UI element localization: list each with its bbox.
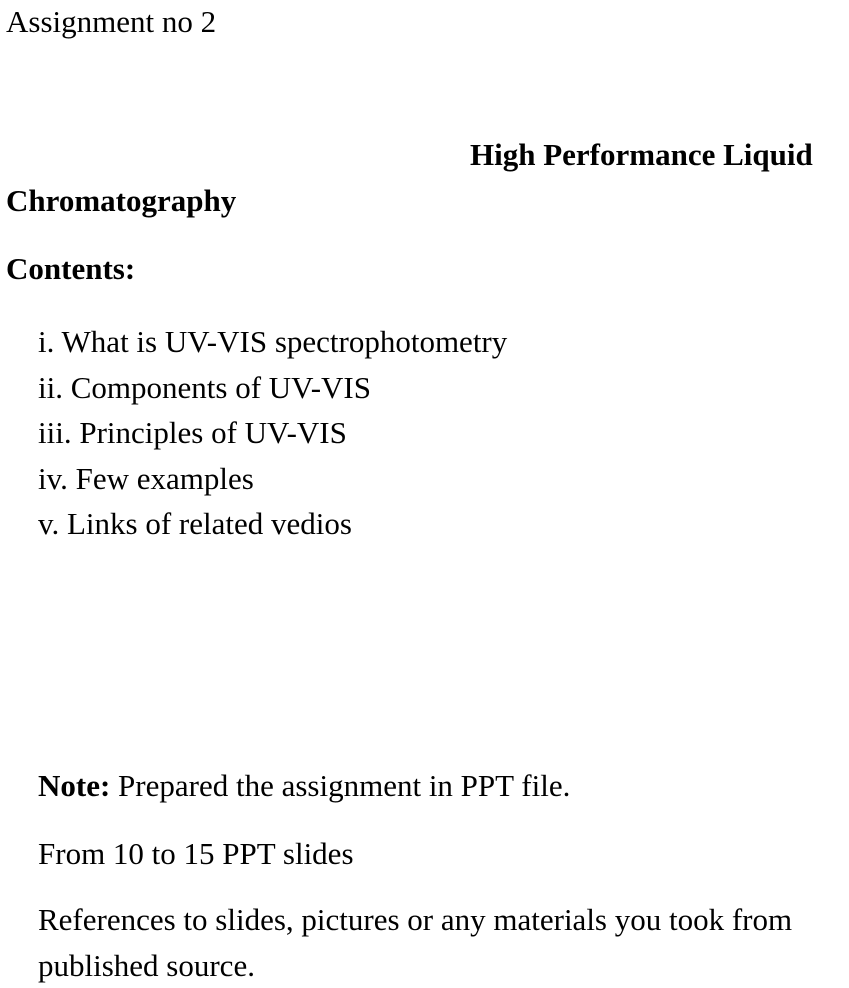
note-label: Note: — [38, 768, 111, 803]
assignment-number: Assignment no 2 — [6, 4, 217, 39]
references-line-1: References to slides, pictures or any materials you took from — [38, 902, 793, 937]
document-title-line-2: Chromatography — [6, 183, 237, 218]
contents-item: v. Links of related vedios — [38, 506, 352, 541]
note-paragraph — [38, 770, 570, 801]
contents-item: ii. Components of UV-VIS — [38, 369, 371, 405]
references-line-2: published source. — [38, 948, 255, 983]
note-text: Prepared the assignment in PPT file. — [110, 768, 571, 803]
contents-item: iv. Few examples — [38, 460, 254, 496]
contents-item: iii. Principles of UV-VIS — [38, 415, 347, 450]
document-title-line-1: High Performance Liquid — [470, 137, 813, 172]
contents-heading: Contents: — [6, 251, 136, 286]
contents-list — [38, 319, 507, 547]
contents-item: i. What is UV-VIS spectrophotometry — [38, 324, 508, 359]
slides-requirement: From 10 to 15 PPT slides — [38, 836, 354, 871]
